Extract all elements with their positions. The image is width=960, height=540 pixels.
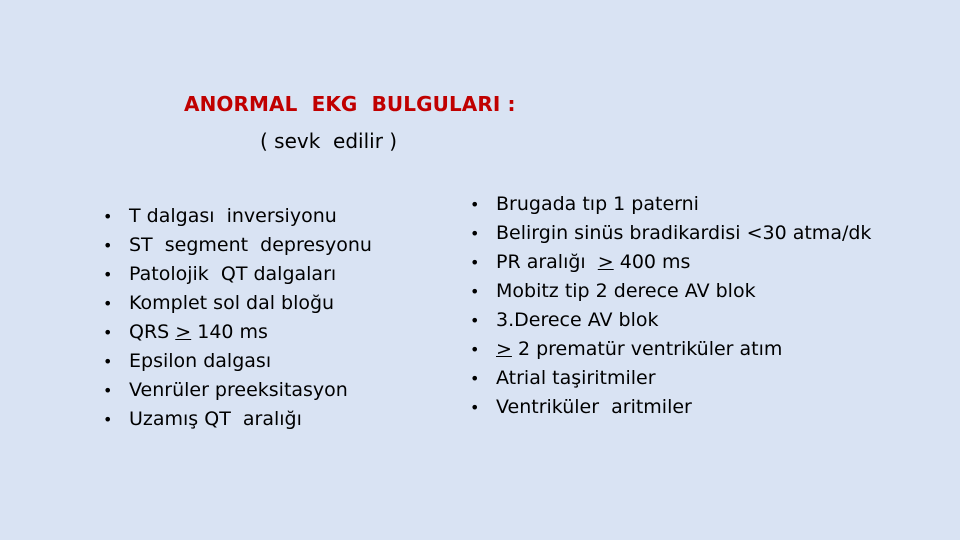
list-item: • ST segment depresyonu (103, 231, 372, 260)
list-item: • Epsilon dalgası (103, 347, 372, 376)
slide-title: ANORMAL EKG BULGULARI : (184, 92, 516, 116)
list-item: • Venrüler preeksitasyon (103, 376, 372, 405)
list-item: • > 2 prematür ventriküler atım (470, 335, 871, 364)
list-item: • 3.Derece AV blok (470, 306, 871, 335)
list-item: • Patolojik QT dalgaları (103, 260, 372, 289)
list-item: • Ventriküler aritmiler (470, 393, 871, 422)
list-item: • PR aralığı > 400 ms (470, 248, 871, 277)
slide-subtitle: ( sevk edilir ) (260, 129, 398, 153)
list-item: • Belirgin sinüs bradikardisi <30 atma/dk (470, 219, 871, 248)
left-bullet-list (103, 202, 372, 434)
list-item: • Atrial taşiritmiler (470, 364, 871, 393)
list-item: • Mobitz tip 2 derece AV blok (470, 277, 871, 306)
list-item: • T dalgası inversiyonu (103, 202, 372, 231)
list-item: • Komplet sol dal bloğu (103, 289, 372, 318)
list-item: • Brugada tıp 1 paterni (470, 190, 871, 219)
right-bullet-list (470, 190, 871, 422)
list-item: • QRS > 140 ms (103, 318, 372, 347)
list-item: • Uzamış QT aralığı (103, 405, 372, 434)
